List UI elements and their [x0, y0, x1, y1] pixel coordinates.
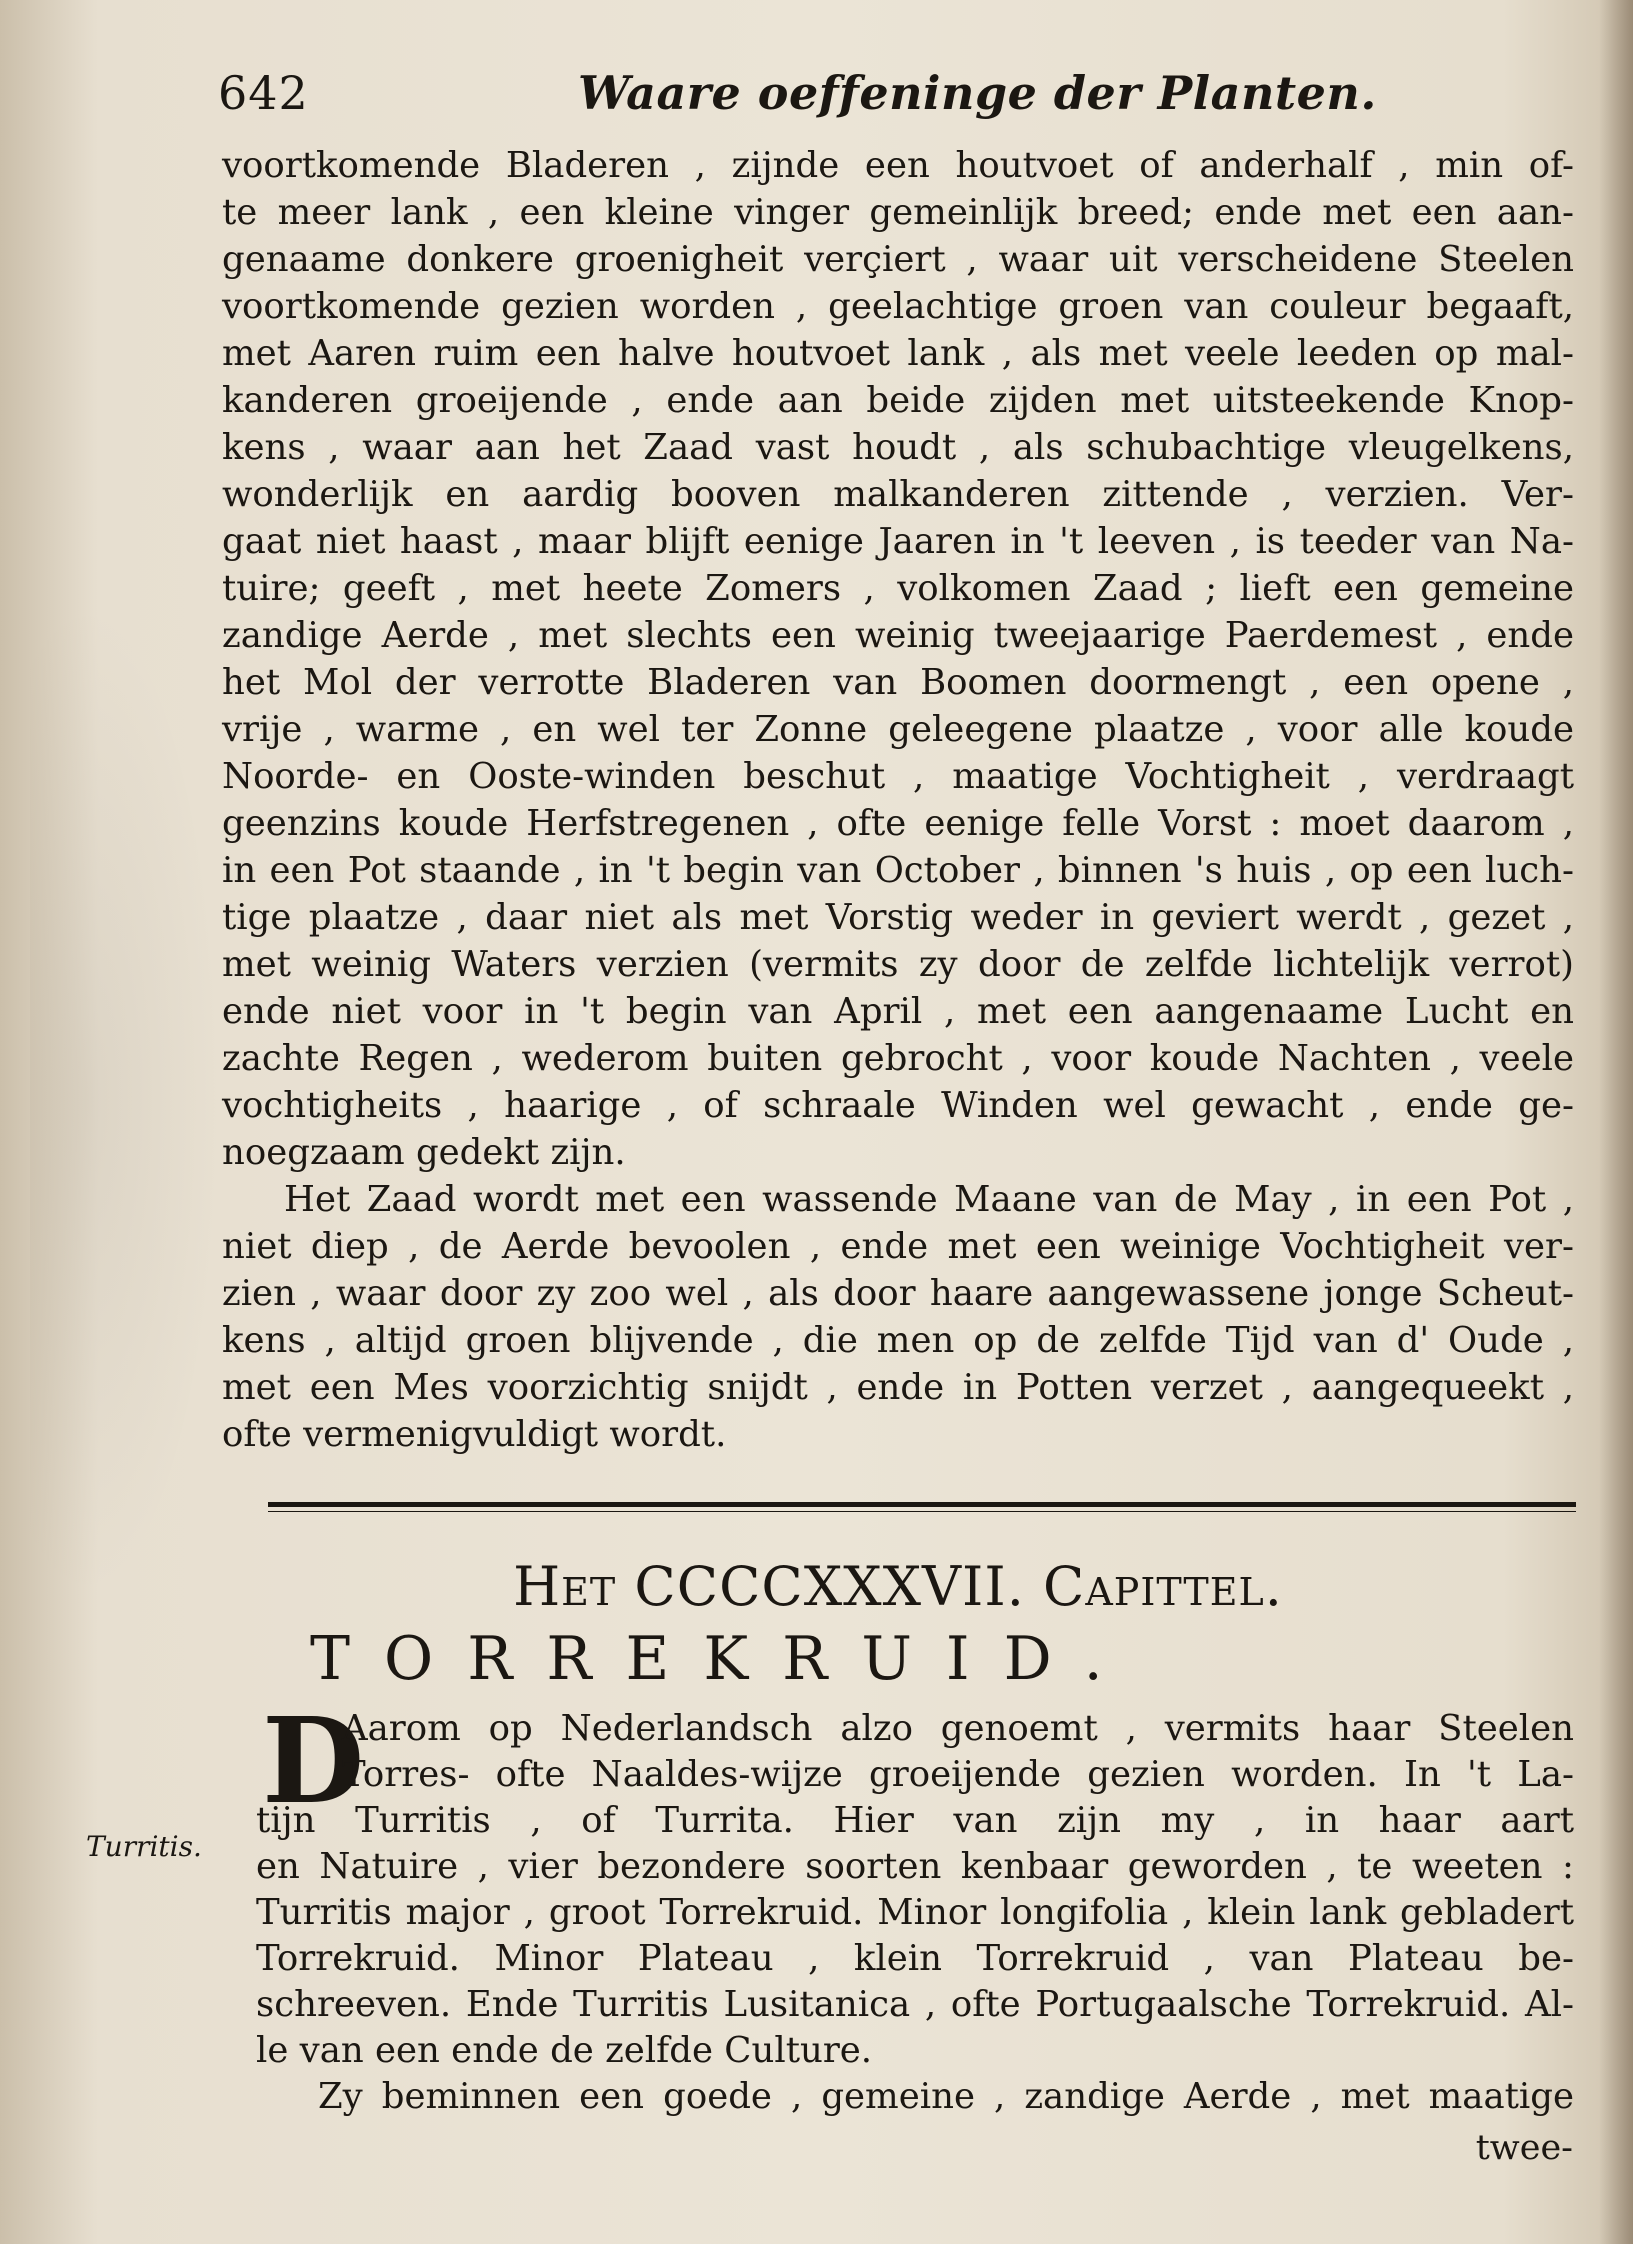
- chapter-rule-thin: [268, 1511, 1576, 1512]
- text-line: ende niet voor in 't begin van April , met een aangenaame Lucht en: [222, 991, 1574, 1032]
- chapter-line: Turritis major , groot Torrekruid. Minor longifolia , klein lank gebladert: [256, 1892, 1574, 1933]
- chapter-line: Aarom op Nederlandsch alzo genoemt , vermits haar Steelen: [342, 1708, 1574, 1749]
- chapter-heading: [222, 1555, 1574, 1619]
- chapter-line: le van een ende de zelfde Culture.: [256, 2030, 873, 2071]
- text-line: noegzaam gedekt zijn.: [222, 1132, 626, 1173]
- text-line: het Mol der verrotte Bladeren van Boomen doormengt , een opene ,: [222, 662, 1574, 703]
- chapter-line: en Natuire , vier bezondere soorten kenbaar geworden , te weeten :: [256, 1846, 1574, 1887]
- chapter-line: Torrekruid. Minor Plateau , klein Torrekruid , van Plateau be-: [256, 1938, 1574, 1979]
- text-line: zandige Aerde , met slechts een weinig tweejaarige Paerdemest , ende: [222, 615, 1574, 656]
- text-line: wonderlijk en aardig booven malkanderen zittende , verzien. Ver-: [222, 474, 1574, 515]
- text-line: vochtigheits , haarige , of schraale Winden wel gewacht , ende ge-: [222, 1085, 1574, 1126]
- chapter-line: tijn Turritis , of Turrita. Hier van zijn my , in haar aart: [256, 1800, 1574, 1841]
- text-line: Noorde- en Ooste-winden beschut , maatige Vochtigheit , verdraagt: [222, 756, 1574, 797]
- page-number: 642: [218, 66, 309, 120]
- chapter-line: Zy beminnen een goede , gemeine , zandige Aerde , met maatige: [318, 2076, 1574, 2117]
- text-line: voortkomende gezien worden , geelachtige groen van couleur begaaft,: [222, 286, 1574, 327]
- text-line: te meer lank , een kleine vinger gemeinlijk breed; ende met een aan-: [222, 192, 1574, 233]
- chapter-number: Het CCCCXXXVII. Capittel.: [513, 1555, 1283, 1618]
- paragraph-line: ofte vermenigvuldigt wordt.: [222, 1414, 727, 1455]
- body-text: [222, 142, 1574, 1458]
- text-line: vrije , warme , en wel ter Zonne geleegene plaatze , voor alle koude: [222, 709, 1574, 750]
- text-line: geenzins koude Herfstregenen , ofte eenige felle Vorst : moet daarom ,: [222, 803, 1574, 844]
- text-line: genaame donkere groenigheit verçiert , waar uit verscheidene Steelen: [222, 239, 1574, 280]
- paragraph-line: zien , waar door zy zoo wel , als door haare aangewassene jonge Scheut-: [222, 1273, 1574, 1314]
- drop-cap: D: [262, 1691, 365, 1830]
- chapter-line: Torres- ofte Naaldes-wijze groeijende gezien worden. In 't La-: [342, 1754, 1574, 1795]
- text-line: tuire; geeft , met heete Zomers , volkomen Zaad ; lieft een gemeine: [222, 568, 1574, 609]
- paragraph-line: met een Mes voorzichtig snijdt , ende in Potten verzet , aangequeekt ,: [222, 1367, 1574, 1408]
- paragraph-line: Het Zaad wordt met een wassende Maane van de May , in een Pot ,: [284, 1179, 1574, 1220]
- chapter-rule-thick: [268, 1502, 1576, 1507]
- text-line: voortkomende Bladeren , zijnde een houtvoet of anderhalf , min of-: [222, 145, 1574, 186]
- text-line: kens , waar aan het Zaad vast houdt , als schubachtige vleugelkens,: [222, 427, 1574, 468]
- running-head: [218, 60, 1578, 130]
- text-line: met weinig Waters verzien (vermits zy door de zelfde lichtelijk verrot): [222, 944, 1574, 985]
- text-line: in een Pot staande , in 't begin van October , binnen 's huis , op een luch-: [222, 850, 1574, 891]
- running-title: Waare oeffeninge der Planten.: [578, 66, 1377, 120]
- text-line: kanderen groeijende , ende aan beide zijden met uitsteekende Knop-: [222, 380, 1574, 421]
- show-through-shadow: [30, 600, 220, 1600]
- margin-note: Turritis.: [86, 1830, 202, 1863]
- text-line: tige plaatze , daar niet als met Vorstig weder in geviert werdt , gezet ,: [222, 897, 1574, 938]
- catchword: twee-: [1475, 2128, 1573, 2168]
- chapter-title: TORREKRUID.: [310, 1624, 1137, 1694]
- text-line: met Aaren ruim een halve houtvoet lank , als met veele leeden op mal-: [222, 333, 1574, 374]
- chapter-text: [256, 1706, 1574, 2120]
- paragraph-line: niet diep , de Aerde bevoolen , ende met een weinige Vochtigheit ver-: [222, 1226, 1574, 1267]
- chapter-line: schreeven. Ende Turritis Lusitanica , ofte Portugaalsche Torrekruid. Al-: [256, 1984, 1574, 2025]
- text-line: gaat niet haast , maar blijft eenige Jaaren in 't leeven , is teeder van Na-: [222, 521, 1574, 562]
- paragraph-line: kens , altijd groen blijvende , die men op de zelfde Tijd van d' Oude ,: [222, 1320, 1574, 1361]
- gutter-shadow: [1599, 0, 1633, 2244]
- text-line: zachte Regen , wederom buiten gebrocht , voor koude Nachten , veele: [222, 1038, 1574, 1079]
